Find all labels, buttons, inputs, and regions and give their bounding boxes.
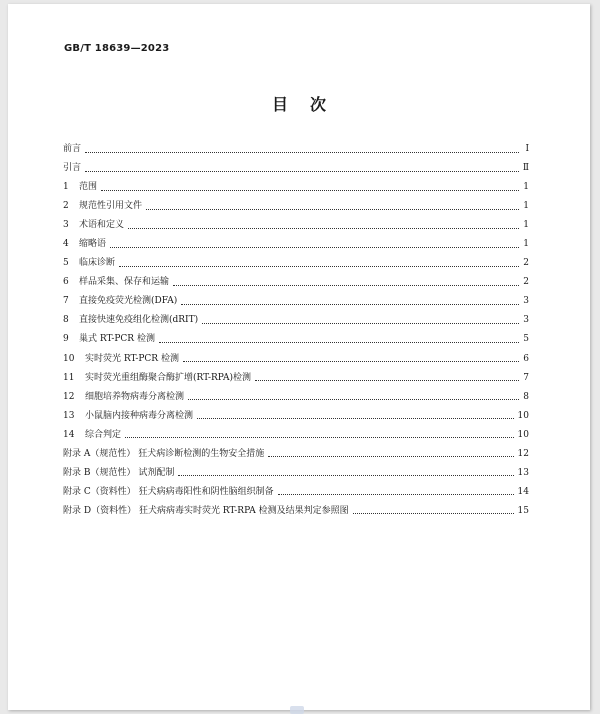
toc-entry-label: 附录 A（规范性） 狂犬病诊断检测的生物安全措施	[63, 448, 265, 459]
toc-entry[interactable]	[63, 292, 529, 311]
toc-entry-label: 细胞培养物病毒分离检测	[85, 391, 185, 402]
dot-leader	[197, 417, 514, 419]
dot-leader	[178, 474, 513, 476]
toc-entry-number: 14	[63, 429, 75, 440]
dot-leader	[268, 455, 513, 457]
toc-entry-label: 附录 D（资料性） 狂犬病病毒实时荧光 RT-RPA 检测及结果判定参照图	[63, 505, 349, 516]
toc-entry-number: 11	[63, 372, 75, 383]
toc-entry-label: 实时荧光重组酶聚合酶扩增(RT-RPA)检测	[85, 372, 252, 383]
toc-entry[interactable]	[63, 235, 529, 254]
toc-entry[interactable]	[63, 445, 529, 464]
toc-entry-label: 直接免疫荧光检测(DFA)	[79, 296, 178, 307]
toc-entry-page: 3	[523, 296, 529, 307]
toc-entry-label: 附录 C（资料性） 狂犬病病毒阳性和阴性脑组织制备	[63, 486, 274, 497]
toc-entry-number: 1	[63, 182, 69, 193]
toc-entry[interactable]	[63, 273, 529, 292]
toc-entry-label: 实时荧光 RT-PCR 检测	[85, 353, 179, 364]
page-title: 目次	[271, 95, 348, 114]
toc-entry-page: 1	[523, 239, 529, 250]
toc-entry-label: 缩略语	[79, 239, 107, 250]
toc-entry[interactable]	[63, 369, 529, 388]
toc-entry-number: 13	[63, 410, 75, 421]
toc-entry-page: 15	[517, 505, 529, 516]
page-indicator-icon	[290, 706, 304, 714]
toc-entry[interactable]	[63, 426, 529, 445]
toc-entry-label: 术语和定义	[79, 220, 125, 231]
toc-entry-number: 8	[63, 315, 69, 326]
dot-leader	[181, 303, 519, 305]
toc-entry-number: 4	[63, 239, 69, 250]
toc-entry[interactable]	[63, 330, 529, 349]
dot-leader	[202, 322, 519, 324]
toc-entry-page: Ⅰ	[525, 144, 529, 154]
toc-entry-label: 小鼠脑内接种病毒分离检测	[85, 410, 194, 421]
dot-leader	[119, 265, 519, 267]
dot-leader	[353, 512, 514, 514]
toc-entry-label: 引言	[63, 163, 82, 174]
toc-entry[interactable]	[63, 178, 529, 197]
toc-entry[interactable]	[63, 483, 529, 502]
dot-leader	[146, 208, 519, 210]
toc-entry[interactable]	[63, 216, 529, 235]
toc-entry[interactable]	[63, 350, 529, 369]
toc-entry-page: Ⅱ	[522, 163, 529, 174]
dot-leader	[188, 398, 519, 400]
toc-entry-number: 5	[63, 258, 69, 269]
toc-entry-label: 范围	[79, 182, 98, 193]
dot-leader	[110, 246, 519, 248]
toc-entry-number: 7	[63, 296, 69, 307]
toc-entry-number: 3	[63, 220, 69, 231]
dot-leader	[128, 227, 519, 229]
toc-entry-page: 5	[523, 334, 529, 345]
toc-entry[interactable]	[63, 140, 529, 159]
dot-leader	[255, 379, 519, 381]
toc-entry[interactable]	[63, 197, 529, 216]
toc-entry-page: 1	[523, 182, 529, 193]
toc-entry-page: 1	[523, 201, 529, 212]
standard-number: GB/T 18639—2023	[64, 43, 170, 54]
dot-leader	[183, 360, 519, 362]
table-of-contents	[63, 140, 529, 521]
dot-leader	[173, 284, 519, 286]
toc-entry-page: 10	[517, 410, 529, 421]
dot-leader	[159, 341, 519, 343]
toc-entry-page: 6	[523, 353, 529, 364]
dot-leader	[278, 493, 514, 495]
toc-entry-number: 6	[63, 277, 69, 288]
toc-entry-number: 10	[63, 353, 75, 364]
toc-entry-page: 12	[517, 448, 529, 459]
toc-entry-page: 10	[517, 429, 529, 440]
dot-leader	[125, 436, 514, 438]
toc-entry-number: 12	[63, 391, 75, 402]
toc-entry[interactable]	[63, 311, 529, 330]
toc-entry-label: 临床诊断	[79, 258, 116, 269]
toc-entry-label: 规范性引用文件	[79, 201, 143, 212]
dot-leader	[101, 189, 519, 191]
toc-entry-label: 前言	[63, 144, 82, 154]
toc-entry-label: 综合判定	[85, 429, 122, 440]
toc-entry-page: 3	[523, 315, 529, 326]
toc-entry-page: 1	[523, 220, 529, 231]
toc-entry-number: 2	[63, 201, 69, 212]
toc-entry-page: 8	[523, 391, 529, 402]
dot-leader	[85, 151, 519, 153]
document-page	[8, 4, 590, 710]
toc-entry-label: 样品采集、保存和运输	[79, 277, 170, 288]
toc-entry-label: 巢式 RT-PCR 检测	[79, 334, 155, 345]
toc-entry-label: 直接快速免疫组化检测(dRIT)	[79, 315, 199, 326]
toc-entry-page: 14	[517, 486, 529, 497]
toc-entry-number: 9	[63, 334, 69, 345]
toc-entry[interactable]	[63, 159, 529, 178]
toc-entry-page: 2	[523, 277, 529, 288]
toc-entry-label: 附录 B（规范性） 试剂配制	[63, 467, 175, 478]
toc-entry-page: 7	[523, 372, 529, 383]
toc-entry-page: 2	[523, 258, 529, 269]
toc-entry[interactable]	[63, 254, 529, 273]
toc-entry[interactable]	[63, 388, 529, 407]
toc-entry[interactable]	[63, 502, 529, 521]
dot-leader	[85, 170, 519, 172]
toc-entry[interactable]	[63, 407, 529, 426]
toc-entry-page: 13	[517, 467, 529, 478]
toc-entry[interactable]	[63, 464, 529, 483]
